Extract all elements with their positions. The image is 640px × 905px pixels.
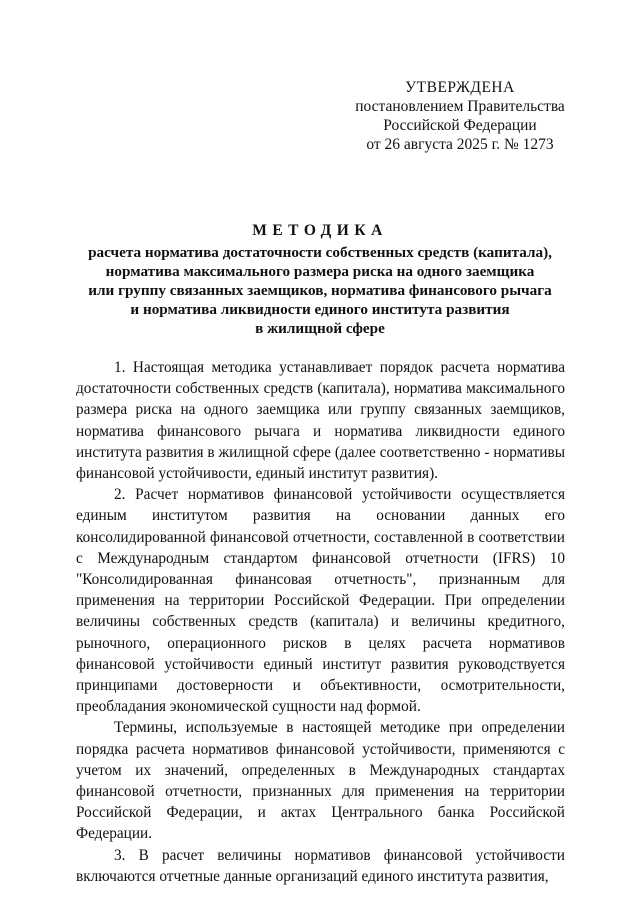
paragraph-2: 2. Расчет нормативов финансовой устойчивости осуществляется единым институтом развития на основании данных его консолидированной финансовой отчетности, составленной в соответствии с Международным стандартом финансовой отчетности (IFRS) 10 "Консолидированная финансовая отчетность", признанным для применения на территории Российской Федерации. При определении величины собственных средств (капитала) и величины кредитного, рыночного, операционного рисков в целях расчета нормативов финансовой устойчивости единый институт развития руководствуется принципами достоверности и объективности, осмотрительности, преобладания экономической сущности над формой.: [76, 486, 565, 716]
paragraph-3: 3. В расчет величины нормативов финансовой устойчивости включаются отчетные данные организаций единого института развития,: [76, 846, 565, 885]
subtitle-line: или группу связанных заемщиков, норматива финансового рычага: [88, 282, 552, 299]
subtitle-line: норматива максимального размера риска на одного заемщика: [105, 263, 535, 280]
subtitle-line: расчета норматива достаточности собственных средств (капитала),: [88, 244, 552, 261]
document-title: МЕТОДИКА: [252, 222, 388, 239]
approval-stamp: [340, 78, 580, 154]
paragraph-1: 1. Настоящая методика устанавливает порядок расчета норматива достаточности собственных средств (капитала), норматива максимального размера риска на одного заемщика или группу связанных заемщиков, норматива финансового рычага и норматива ликвидности единого института развития в жилищной сфере (далее соответственно - нормативы финансовой устойчивости, единый институт развития).: [76, 359, 565, 483]
approval-line-1: постановлением Правительства: [355, 98, 565, 115]
paragraph-terms: Термины, используемые в настоящей методике при определении порядка расчета нормативов финансовой устойчивости, применяются с учетом их значений, определенных в Международных стандартах финансовой отчетности, признанных для применения на территории Российской Федерации, и актах Центрального банка Российской Федерации.: [76, 719, 565, 843]
approval-line-3: от 26 августа 2025 г. № 1273: [366, 136, 554, 153]
subtitle-line: в жилищной сфере: [255, 320, 385, 337]
document-subtitle: [75, 243, 565, 338]
approval-heading: УТВЕРЖДЕНА: [405, 79, 515, 96]
document-body: [76, 357, 565, 887]
subtitle-line: и норматива ликвидности единого института развития: [130, 301, 510, 318]
approval-line-2: Российской Федерации: [383, 117, 537, 134]
